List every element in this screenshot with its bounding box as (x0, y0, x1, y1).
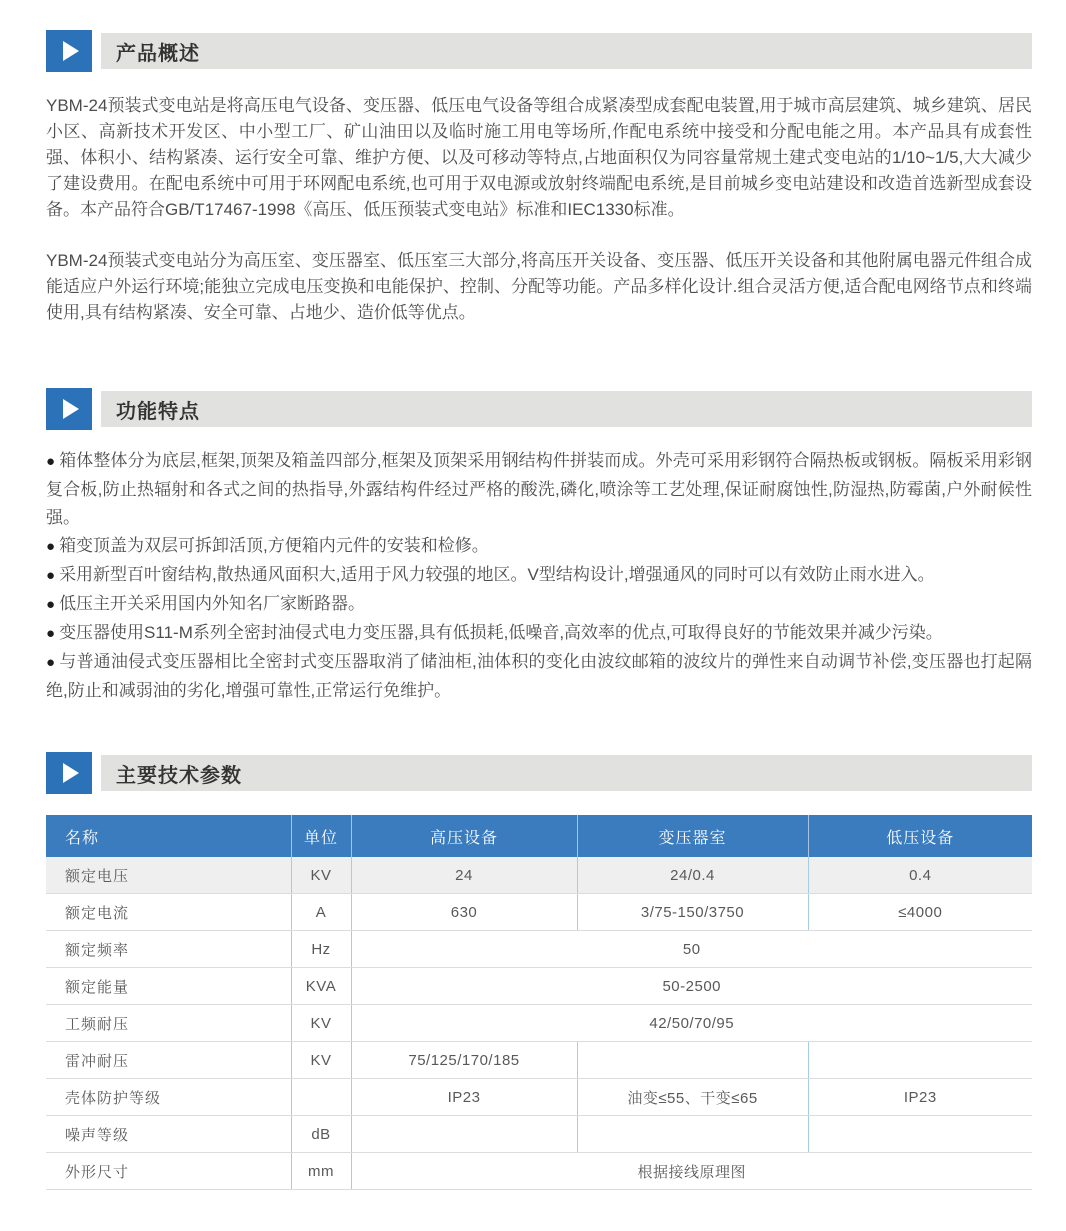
param-value-cell: 油变≤55、干变≤65 (577, 1079, 808, 1116)
section-marker (46, 388, 92, 430)
feature-text: 采用新型百叶窗结构,散热通风面积大,适用于风力较强的地区。V型结构设计,增强通风的同时可以有效防止雨水进入。 (59, 565, 935, 584)
param-unit-cell: KV (291, 1005, 351, 1042)
param-value-cell (808, 1042, 1032, 1079)
param-name-cell: 工频耐压 (46, 1005, 291, 1042)
param-unit-cell: KVA (291, 968, 351, 1005)
table-row (46, 968, 1032, 1005)
product-spec-page (0, 30, 1066, 1190)
param-name-cell: 额定频率 (46, 931, 291, 968)
param-value-cell: ≤4000 (808, 894, 1032, 931)
feature-item (46, 619, 1032, 648)
param-value-cell: 75/125/170/185 (351, 1042, 577, 1079)
feature-text: 箱体整体分为底层,框架,顶架及箱盖四部分,框架及顶架采用钢结构件拼装而成。外壳可采用彩钢符合隔热板或钢板。隔板采用彩钢复合板,防止热辐射和各式之间的热指导,外露结构件经过严格的酸洗,磷化,喷涂等工艺处理,保证耐腐蚀性,防湿热,防霉菌,户外耐候性强。 (46, 451, 1033, 527)
param-value-cell: 630 (351, 894, 577, 931)
section-title-features: 功能特点 (116, 400, 200, 423)
feature-text: 箱变顶盖为双层可拆卸活顶,方便箱内元件的安装和检修。 (59, 536, 489, 555)
section-header-parameters (46, 752, 1032, 794)
section-title-bar (101, 391, 1032, 427)
feature-text: 低压主开关采用国内外知名厂家断路器。 (59, 594, 366, 613)
param-unit-cell: mm (291, 1153, 351, 1190)
param-name-cell: 额定能量 (46, 968, 291, 1005)
table-row (46, 1153, 1032, 1190)
param-value-cell: 0.4 (808, 857, 1032, 894)
table-row (46, 1005, 1032, 1042)
feature-item (46, 648, 1032, 705)
param-value-cell: 根据接线原理图 (351, 1153, 1032, 1190)
param-value-cell: 24/0.4 (577, 857, 808, 894)
section-title-parameters: 主要技术参数 (116, 764, 242, 787)
feature-item (46, 532, 1032, 561)
section-header-overview (46, 30, 1032, 72)
param-unit-cell: A (291, 894, 351, 931)
bullet-icon: ● (46, 596, 56, 613)
param-value-cell: 3/75-150/3750 (577, 894, 808, 931)
param-value-cell: 42/50/70/95 (351, 1005, 1032, 1042)
bullet-icon: ● (46, 625, 56, 642)
feature-item (46, 561, 1032, 590)
param-value-cell (808, 1116, 1032, 1153)
table-row (46, 857, 1032, 894)
param-name-cell: 壳体防护等级 (46, 1079, 291, 1116)
column-header-lv: 低压设备 (808, 815, 1032, 857)
section-title-bar (101, 33, 1032, 69)
feature-item (46, 447, 1032, 532)
table-row (46, 894, 1032, 931)
param-value-cell: 50-2500 (351, 968, 1032, 1005)
column-header-unit: 单位 (291, 815, 351, 857)
param-unit-cell: KV (291, 1042, 351, 1079)
param-name-cell: 噪声等级 (46, 1116, 291, 1153)
table-row (46, 1116, 1032, 1153)
feature-text: 与普通油侵式变压器相比全密封式变压器取消了储油柜,油体积的变化由波纹邮箱的波纹片的弹性来自动调节补偿,变压器也打起隔绝,防止和减弱油的劣化,增强可靠性,正常运行免维护。 (46, 652, 1032, 700)
param-value-cell (351, 1116, 577, 1153)
bullet-icon: ● (46, 453, 56, 470)
param-name-cell: 雷冲耐压 (46, 1042, 291, 1079)
table-row (46, 931, 1032, 968)
param-unit-cell: Hz (291, 931, 351, 968)
table-header-row (46, 815, 1032, 857)
play-arrow-icon (63, 41, 79, 61)
feature-item (46, 590, 1032, 619)
param-value-cell (577, 1042, 808, 1079)
param-name-cell: 额定电流 (46, 894, 291, 931)
overview-paragraph-2: YBM-24预装式变电站分为高压室、变压器室、低压室三大部分,将高压开关设备、变压器、低压开关设备和其他附属电器元件组合成能适应户外运行环境;能独立完成电压变换和电能保护、控制、分配等功能。产品多样化设计.组合灵活方便,适合配电网络节点和终端使用,具有结构紧凑、安全可靠、占地少、造价低等优点。 (46, 251, 1032, 322)
play-arrow-icon (63, 399, 79, 419)
param-value-cell: IP23 (808, 1079, 1032, 1116)
param-value-cell: 24 (351, 857, 577, 894)
feature-text: 变压器使用S11-M系列全密封油侵式电力变压器,具有低损耗,低噪音,高效率的优点,可取得良好的节能效果并减少污染。 (59, 623, 943, 642)
param-unit-cell: dB (291, 1116, 351, 1153)
param-name-cell: 外形尺寸 (46, 1153, 291, 1190)
column-header-hv: 高压设备 (351, 815, 577, 857)
overview-paragraph-1: YBM-24预装式变电站是将高压电气设备、变压器、低压电气设备等组合成紧凑型成套配电装置,用于城市高层建筑、城乡建筑、居民小区、高新技术开发区、中小型工厂、矿山油田以及临时施工用电等场所,作配电系统中接受和分配电能之用。本产品具有成套性强、体积小、结构紧凑、运行安全可靠、维护方便、以及可移动等特点,占地面积仅为同容量常规土建式变电站的1/10~1/5,大大减少了建设费用。在配电系统中可用于环网配电系统,也可用于双电源或放射终端配电系统,是目前城乡变电站建设和改造首选新型成套设备。本产品符合GB/T17467-1998《高压、低压预装式变电站》标准和IEC1330标准。 (46, 96, 1032, 219)
bullet-icon: ● (46, 654, 56, 671)
table-row (46, 1042, 1032, 1079)
column-header-name: 名称 (46, 815, 291, 857)
section-header-features (46, 388, 1032, 430)
technical-parameters-table (46, 815, 1032, 1190)
play-arrow-icon (63, 763, 79, 783)
bullet-icon: ● (46, 567, 56, 584)
param-unit-cell: KV (291, 857, 351, 894)
param-value-cell (577, 1116, 808, 1153)
section-marker (46, 752, 92, 794)
param-unit-cell (291, 1079, 351, 1116)
section-title-bar (101, 755, 1032, 791)
param-value-cell: 50 (351, 931, 1032, 968)
bullet-icon: ● (46, 538, 56, 555)
param-name-cell: 额定电压 (46, 857, 291, 894)
feature-list (46, 447, 1032, 705)
section-marker (46, 30, 92, 72)
param-value-cell: IP23 (351, 1079, 577, 1116)
table-row (46, 1079, 1032, 1116)
column-header-transformer: 变压器室 (577, 815, 808, 857)
section-title-overview: 产品概述 (116, 42, 200, 65)
